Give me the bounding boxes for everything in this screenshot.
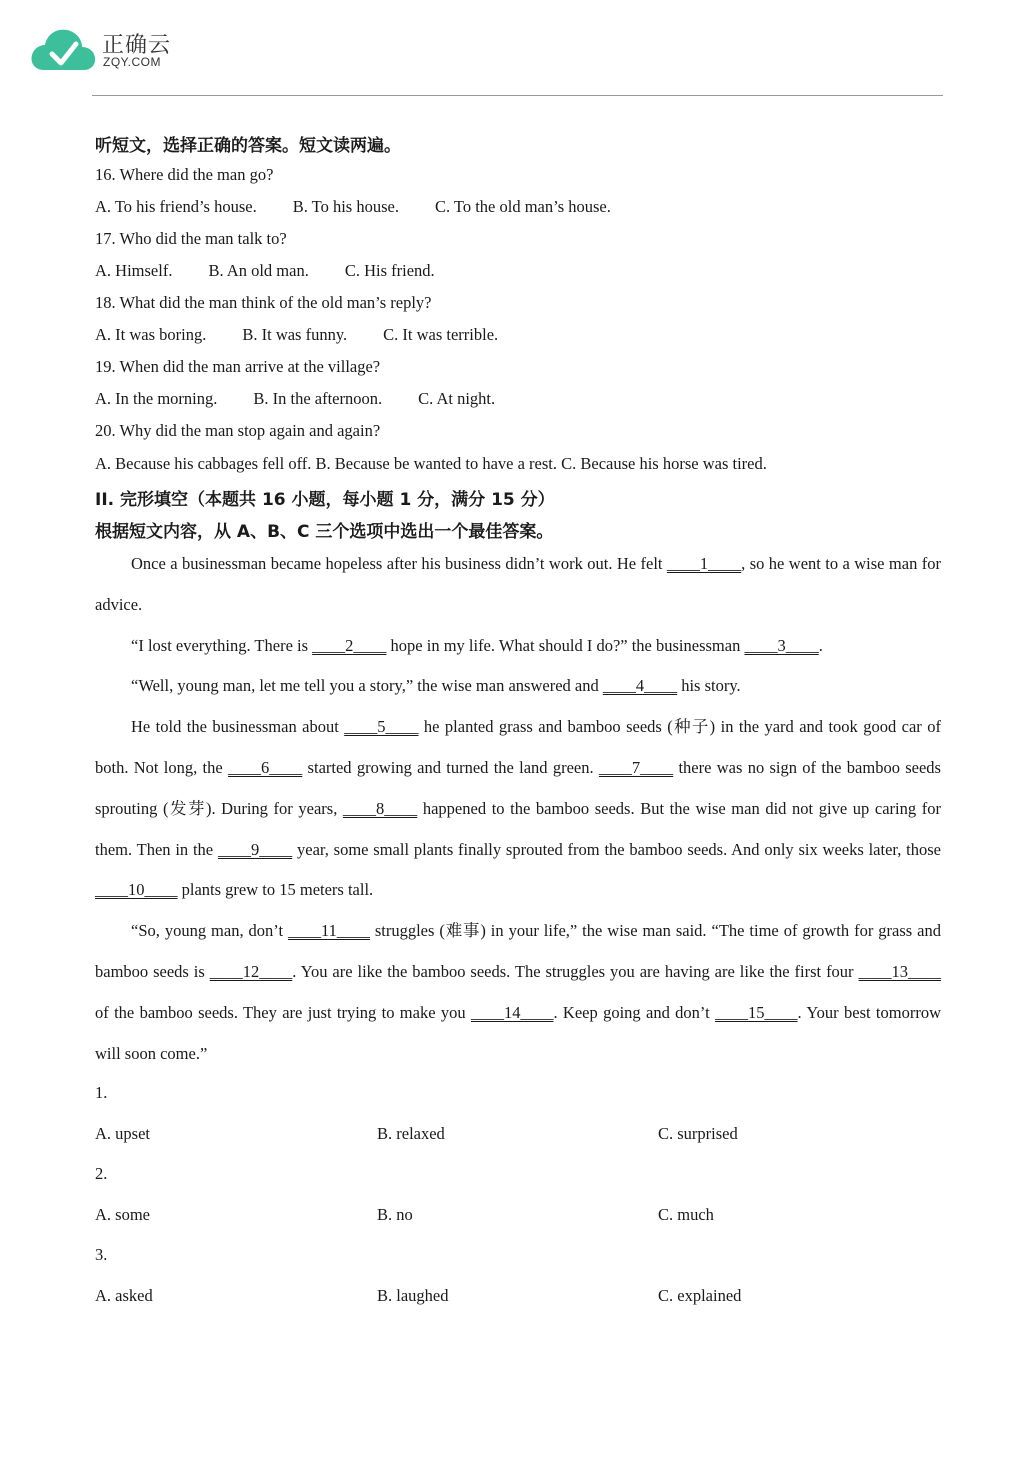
cloze-question-1: 1. xyxy=(95,1083,108,1102)
question-17: 17. Who did the man talk to? xyxy=(95,229,287,248)
option: C. At night. xyxy=(418,389,496,408)
logo-text-en: ZQY.COM xyxy=(103,55,161,69)
option: B. To his house. xyxy=(292,197,399,216)
section2-instruction: 根据短文内容，从 A、B、C 三个选项中选出一个最佳答案。 xyxy=(95,522,554,542)
blank-1[interactable]: ____1____ xyxy=(666,554,742,573)
question-20-options: A. Because his cabbages fell off. B. Because be wanted to have a rest. C. Because his horse was tired. xyxy=(95,454,767,473)
passage-paragraph-2: “I lost everything. There is ____2____ hope in my life. What should I do?” the businessman ____3____. xyxy=(131,635,823,655)
question-19: 19. When did the man arrive at the village? xyxy=(95,357,381,376)
option: B. In the afternoon. xyxy=(253,389,383,408)
cloze-passage xyxy=(95,544,941,1074)
cloze-question-3: 3. xyxy=(95,1245,108,1264)
passage-paragraph-4: He told the businessman about ____5____ he planted grass and bamboo seeds (种子) in the yard and took good car of both. Not long, the ____6____ started growing and turned the land green. ____7____ there was no sign of the bamboo seeds sprouting (发芽). During for years, ____8____ happened to the bamboo seeds. But the wise man did not give up caring for them. Then in the ____9____ year, some small plants finally sprouted from the bamboo seeds. And only six weeks later, those ____10____ plants grew to 15 meters tall. xyxy=(95,717,941,900)
option: A. Himself. xyxy=(95,261,173,280)
passage-paragraph-3: “Well, young man, let me tell you a story,” the wise man answered and ____4____ his story. xyxy=(131,676,741,696)
question-18: 18. What did the man think of the old man’s reply? xyxy=(95,293,432,312)
blank-6[interactable]: ____6____ xyxy=(228,757,303,777)
option-c[interactable]: C. explained xyxy=(658,1286,742,1305)
blank-11[interactable]: ____11____ xyxy=(288,921,370,941)
option-b[interactable]: B. laughed xyxy=(377,1286,449,1305)
option-b[interactable]: B. relaxed xyxy=(377,1124,445,1143)
blank-9[interactable]: ____9____ xyxy=(217,839,293,859)
listening-instruction: 听短文，选择正确的答案。短文读两遍。 xyxy=(95,136,401,156)
option-a[interactable]: A. upset xyxy=(95,1124,150,1143)
option-c[interactable]: C. much xyxy=(658,1205,714,1224)
passage-paragraph-1: Once a businessman became hopeless after his business didn’t work out. He felt ____1____, so he went to a wise man for advice. xyxy=(95,554,941,614)
blank-2[interactable]: ____2____ xyxy=(312,635,387,655)
option: B. It was funny. xyxy=(242,325,348,344)
option-a[interactable]: A. some xyxy=(95,1205,150,1224)
option: C. To the old man’s house. xyxy=(434,197,611,216)
question-20: 20. Why did the man stop again and again? xyxy=(95,421,381,440)
blank-5[interactable]: ____5____ xyxy=(344,717,419,737)
header-divider xyxy=(92,95,943,96)
blank-4[interactable]: ____4____ xyxy=(602,676,678,696)
question-16-options xyxy=(95,197,611,217)
blank-10[interactable]: ____10____ xyxy=(95,880,178,900)
option-b[interactable]: B. no xyxy=(377,1205,413,1224)
logo-text-cn: 正确云 xyxy=(102,33,172,58)
question-16: 16. Where did the man go? xyxy=(95,165,274,184)
question-17-options xyxy=(95,261,435,281)
option-c[interactable]: C. surprised xyxy=(658,1124,738,1143)
passage-paragraph-5: “So, young man, don’t ____11____ struggles (难事) in your life,” the wise man said. “The time of growth for grass and bamboo seeds is ____12____. You are like the bamboo seeds. The struggles you are having are like the first four ____13____ of the bamboo seeds. They are just trying to make you ____14____. Keep going and don’t ____15____. Your best tomorrow will soon come.” xyxy=(95,921,942,1063)
section2-title: II. 完形填空（本题共 16 小题，每小题 1 分，满分 15 分） xyxy=(95,490,555,510)
option: C. His friend. xyxy=(344,261,435,280)
question-19-options xyxy=(95,389,495,409)
option-a[interactable]: A. asked xyxy=(95,1286,153,1305)
blank-13[interactable]: ____13____ xyxy=(858,961,942,981)
option: A. To his friend’s house. xyxy=(95,197,257,216)
blank-8[interactable]: ____8____ xyxy=(342,798,418,818)
question-18-options xyxy=(95,325,498,345)
cloze-question-2: 2. xyxy=(95,1164,108,1183)
blank-14[interactable]: ____14____ xyxy=(470,1002,554,1022)
option: B. An old man. xyxy=(208,261,309,280)
blank-12[interactable]: ____12____ xyxy=(209,961,293,981)
option: C. It was terrible. xyxy=(383,325,499,344)
option: A. It was boring. xyxy=(95,325,207,344)
blank-15[interactable]: ____15____ xyxy=(715,1002,798,1022)
blank-3[interactable]: ____3____ xyxy=(744,635,819,655)
blank-7[interactable]: ____7____ xyxy=(598,757,674,777)
option: A. In the morning. xyxy=(95,389,218,408)
